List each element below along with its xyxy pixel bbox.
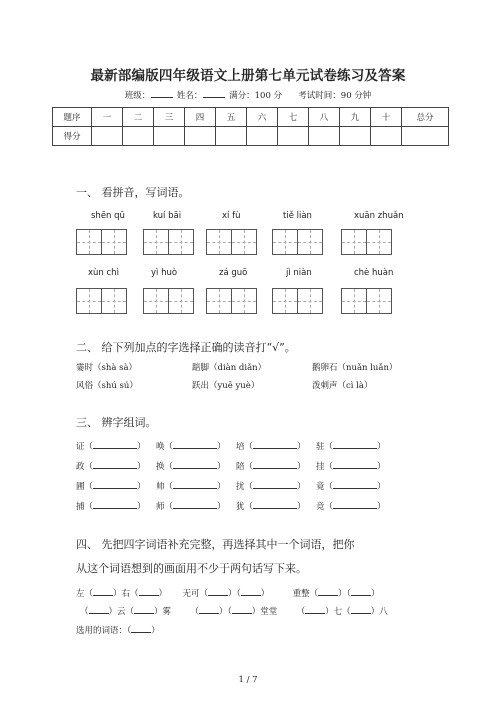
score-input-cell[interactable] [123, 127, 154, 146]
paren-open: （ [324, 462, 334, 472]
paren-close: ） [297, 462, 306, 472]
score-cell: 题序 [53, 108, 92, 127]
word-group-blank[interactable] [253, 480, 297, 489]
pinyin: xuān zhuǎn [354, 211, 404, 221]
class-label: 班级： [124, 91, 151, 101]
paren-close: ） [377, 502, 386, 512]
chosen-word-row [76, 624, 160, 636]
idiom-blank[interactable] [241, 587, 261, 596]
idiom-text: 左（ [76, 589, 94, 599]
word-group-item [316, 500, 386, 512]
paren-close: ） [217, 502, 226, 512]
paren-close: ） [137, 442, 146, 452]
score-input-cell[interactable] [247, 127, 278, 146]
paren-close: ） [137, 482, 146, 492]
paren-open: （ [324, 482, 334, 492]
paren-close: ） [137, 502, 146, 512]
section1-heading: 一、 看拼音，写词语。 [76, 186, 190, 199]
word-group-char: 师 [156, 502, 165, 512]
score-input-cell[interactable] [185, 127, 216, 146]
word-group-item [236, 500, 306, 512]
section3-heading: 三、 辨字组词。 [76, 416, 157, 429]
score-input-cell[interactable] [402, 127, 449, 146]
idiom-blank[interactable] [89, 605, 109, 614]
exam-info [0, 89, 496, 101]
word-group-item [316, 460, 386, 472]
char-box-pair[interactable] [76, 288, 126, 314]
word-group-char: 换 [156, 462, 165, 472]
score-cell: 五 [216, 108, 247, 127]
char-box-pair[interactable] [272, 288, 322, 314]
reading-choice[interactable]: 跃出（yuē yuè） [192, 381, 260, 391]
paren-close: ） [297, 482, 306, 492]
word-group-blank[interactable] [253, 460, 297, 469]
word-group-item [76, 440, 146, 452]
char-box-pair[interactable] [341, 288, 391, 314]
chosen-word-label: 选用的词语：（ [76, 626, 132, 636]
word-group-blank[interactable] [173, 500, 217, 509]
idiom-text: （ [296, 607, 306, 617]
idiom-row-1 [76, 587, 379, 599]
word-group-char: 挂 [316, 462, 325, 472]
paren-open: （ [244, 442, 254, 452]
idiom-text: ）（ [218, 607, 232, 617]
paren-close: ） [217, 442, 226, 452]
idiom-blank[interactable] [351, 587, 371, 596]
word-group-char: 证 [76, 442, 85, 452]
pinyin: yì huò [151, 268, 178, 278]
word-group-blank[interactable] [173, 460, 217, 469]
word-group-item [76, 460, 146, 472]
char-box-pair[interactable] [206, 229, 256, 255]
idiom-text: ） [260, 589, 270, 599]
idiom-text: ）雾 [154, 607, 172, 617]
score-row-label: 得分 [53, 127, 92, 146]
score-table-row [53, 127, 449, 146]
exam-time: 考试时间：90 分钟 [298, 91, 372, 101]
class-blank[interactable] [151, 89, 173, 98]
section4-heading-line1: 四、 先把四字词语补充完整，再选择其中一个词语，把你 [76, 538, 355, 551]
char-box-pair[interactable] [143, 229, 193, 255]
word-group-char: 帅 [156, 482, 165, 492]
paren-open: （ [164, 482, 174, 492]
score-input-cell[interactable] [309, 127, 340, 146]
word-group-blank[interactable] [173, 480, 217, 489]
word-group-char: 竞 [316, 502, 325, 512]
idiom-text: ） [370, 589, 380, 599]
word-group-item [76, 500, 146, 512]
paren-open: （ [244, 502, 254, 512]
reading-choice[interactable]: 霎时（shà sà） [76, 363, 138, 373]
paren-open: （ [244, 462, 254, 472]
paren-close: ） [377, 482, 386, 492]
word-group-item [316, 480, 386, 492]
score-cell: 八 [309, 108, 340, 127]
idiom-blank[interactable] [139, 587, 159, 596]
word-group-char: 捕 [76, 502, 85, 512]
paren-close: ） [377, 462, 386, 472]
pinyin: chè huàn [354, 268, 394, 278]
char-box-pair[interactable] [206, 288, 256, 314]
reading-choice[interactable]: 风俗（shú sú） [76, 381, 138, 391]
paren-open: （ [324, 442, 334, 452]
word-group-char: 政 [76, 462, 85, 472]
score-input-cell[interactable] [278, 127, 309, 146]
idiom-blank[interactable] [134, 605, 154, 614]
char-box-pair[interactable] [143, 288, 193, 314]
idiom-blank[interactable] [232, 605, 252, 614]
word-group-blank[interactable] [253, 500, 297, 509]
paren-open: （ [84, 482, 94, 492]
idiom-blank[interactable] [208, 587, 228, 596]
word-group-item [156, 440, 226, 452]
score-table-header [53, 108, 449, 127]
paren-open: （ [164, 462, 174, 472]
page-title: 最新部编版四年级语文上册第七单元试卷练习及答案 [90, 68, 406, 84]
word-group-item [156, 460, 226, 472]
word-group-blank[interactable] [93, 460, 137, 469]
paren-open: （ [84, 442, 94, 452]
word-group-char: 扰 [236, 482, 245, 492]
name-label: 姓名： [176, 91, 203, 101]
paren-close: ） [377, 442, 386, 452]
paren-open: （ [164, 502, 174, 512]
idiom-blank[interactable] [318, 587, 338, 596]
word-group-item [316, 440, 386, 452]
idiom-text: 无可（ [182, 589, 208, 599]
word-group-item [76, 480, 146, 492]
score-cell: 四 [185, 108, 216, 127]
word-group-item [236, 480, 306, 492]
pinyin: jì niàn [286, 268, 312, 278]
word-group-blank[interactable] [93, 480, 137, 489]
score-input-cell[interactable] [154, 127, 185, 146]
idiom-blank[interactable] [351, 605, 371, 614]
score-cell: 七 [278, 108, 309, 127]
paren-open: （ [164, 442, 174, 452]
word-group-blank[interactable] [93, 500, 137, 509]
chosen-word-end: ） [151, 626, 160, 636]
paren-close: ） [297, 442, 306, 452]
idiom-text: （ [80, 607, 89, 617]
word-group-char: 犹 [236, 502, 245, 512]
pinyin: tiě liàn [283, 211, 312, 221]
word-group-blank[interactable] [333, 460, 377, 469]
score-table [52, 107, 449, 146]
pinyin: shēn qū [91, 211, 125, 221]
word-group-blank[interactable] [333, 500, 377, 509]
idiom-blank[interactable] [93, 587, 113, 596]
word-group-char: 唤 [156, 442, 165, 452]
word-group-blank[interactable] [253, 440, 297, 449]
word-group-char: 圃 [76, 482, 85, 492]
char-box-pair[interactable] [341, 229, 391, 255]
section4-heading-line2: 从这个词语想到的画面用不少于两句话写下来。 [76, 562, 307, 575]
idiom-row-2 [80, 605, 388, 617]
idiom-text: ）（ [338, 589, 351, 599]
pinyin: xùn chì [88, 268, 119, 278]
char-box-pair[interactable] [76, 229, 126, 255]
paren-close: ） [217, 462, 226, 472]
word-group-blank[interactable] [93, 440, 137, 449]
paren-close: ） [217, 482, 226, 492]
paren-open: （ [324, 502, 334, 512]
idiom-text: ）右（ [113, 589, 139, 599]
idiom-text: 重整（ [292, 589, 319, 599]
idiom-blank[interactable] [199, 605, 219, 614]
word-group-blank[interactable] [333, 480, 377, 489]
score-cell: 一 [92, 108, 123, 127]
reading-choice[interactable]: 泼刺声（cì là） [312, 381, 373, 391]
pinyin: xí fù [222, 211, 241, 221]
word-group-blank[interactable] [173, 440, 217, 449]
reading-choice[interactable]: 鹅卵石（nuǎn luǎn） [312, 363, 398, 373]
idiom-text: ） [158, 589, 168, 599]
paren-open: （ [84, 462, 94, 472]
word-group-char: 竟 [316, 482, 325, 492]
idiom-text: ）堂堂 [251, 607, 278, 617]
section2-heading: 二、 给下列加点的字选择正确的读音打“√”。 [76, 341, 296, 354]
idiom-text: ）八 [370, 607, 388, 617]
full-score: 满分：100 分 [229, 91, 283, 101]
idiom-text: ）（ [227, 589, 241, 599]
score-input-cell[interactable] [92, 127, 123, 146]
word-group-item [236, 440, 306, 452]
word-group-item [156, 500, 226, 512]
page-number: 1 / 7 [238, 675, 258, 685]
score-cell: 二 [123, 108, 154, 127]
word-group-item [156, 480, 226, 492]
reading-choice[interactable]: 踮脚（diàn diǎn） [192, 363, 267, 373]
score-input-cell[interactable] [216, 127, 247, 146]
score-cell: 十 [371, 108, 402, 127]
word-group-char: 陪 [236, 462, 245, 472]
word-group-item [236, 460, 306, 472]
paren-open: （ [244, 482, 254, 492]
name-blank[interactable] [203, 89, 225, 98]
idiom-text: （ [190, 607, 199, 617]
paren-close: ） [297, 502, 306, 512]
paren-close: ） [137, 462, 146, 472]
idiom-text: ）七（ [325, 607, 351, 617]
score-cell: 六 [247, 108, 278, 127]
score-input-cell[interactable] [340, 127, 371, 146]
pinyin: kuí bāi [153, 211, 182, 221]
score-cell: 三 [154, 108, 185, 127]
score-input-cell[interactable] [371, 127, 402, 146]
score-cell: 九 [340, 108, 371, 127]
paren-open: （ [84, 502, 94, 512]
score-cell: 总分 [402, 108, 449, 127]
word-group-char: 培 [236, 442, 245, 452]
idiom-text: ）云（ [108, 607, 135, 617]
word-group-char: 驻 [316, 442, 325, 452]
word-group-blank[interactable] [333, 440, 377, 449]
chosen-word-blank[interactable] [131, 624, 151, 633]
char-box-pair[interactable] [272, 229, 322, 255]
idiom-blank[interactable] [305, 605, 325, 614]
pinyin: zá guō [219, 268, 248, 278]
